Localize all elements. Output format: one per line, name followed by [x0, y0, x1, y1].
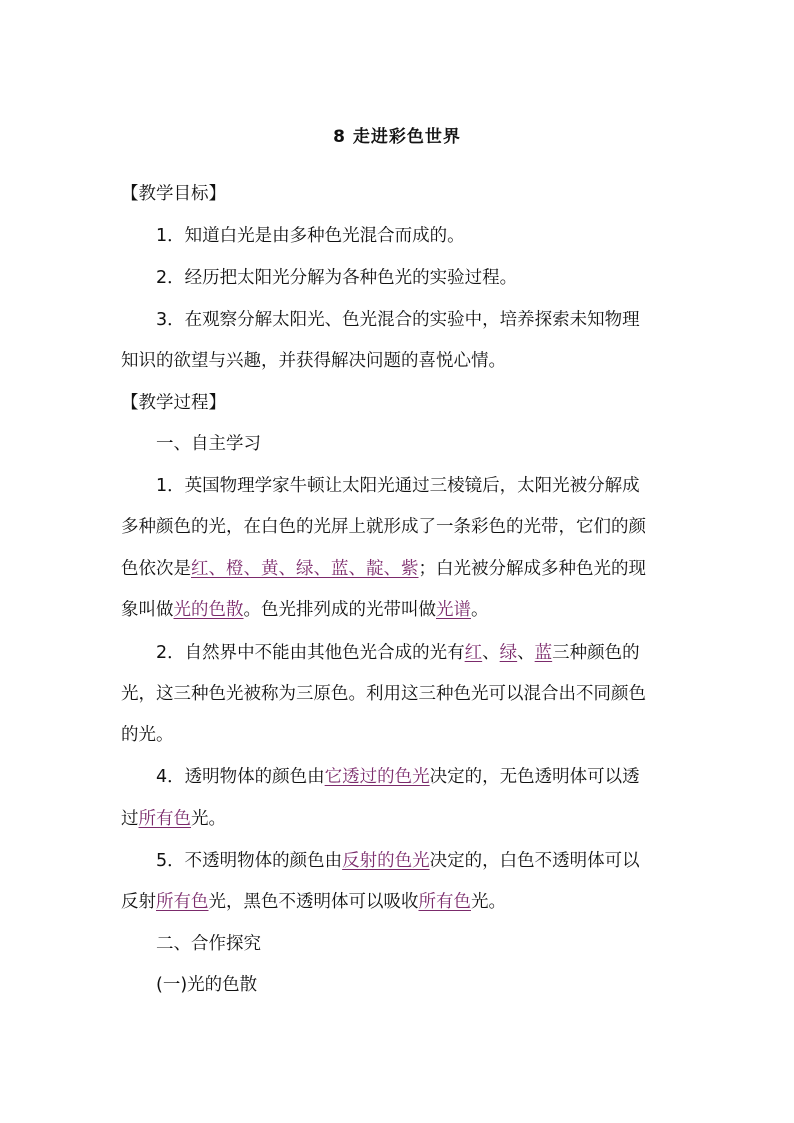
answer-blue: 蓝: [534, 643, 553, 663]
paragraph-1-line-2: 多种颜色的光，在白色的光屏上就形成了一条彩色的光带，它们的颜: [121, 517, 646, 537]
text: 5．不透明物体的颜色由: [156, 851, 343, 871]
section-heading-goals: 【教学目标】: [121, 184, 226, 204]
answer-spectrum: 光谱: [436, 600, 471, 620]
answer-all-colors-reflect: 所有色: [156, 892, 209, 912]
answer-transmitted-light: 它透过的色光: [324, 767, 430, 787]
text: 光。: [191, 809, 226, 829]
text: 象叫做: [121, 600, 174, 620]
subheading-dispersion: (一)光的色散: [156, 975, 258, 995]
goal-3-line-2: 知识的欲望与兴趣，并获得解决问题的喜悦心情。: [121, 351, 506, 371]
text: 过: [121, 809, 139, 829]
text: 4．透明物体的颜色由: [156, 767, 325, 787]
goal-1: 1．知道白光是由多种色光混合而成的。: [156, 226, 465, 246]
text: 2．自然界中不能由其他色光合成的光有: [156, 643, 465, 663]
text: 三种颜色的: [552, 643, 640, 663]
answer-red: 红: [464, 643, 483, 663]
text: 、: [517, 643, 535, 663]
text: 光，黑色不透明体可以吸收: [208, 892, 419, 912]
answer-reflected-light: 反射的色光: [342, 851, 430, 871]
paragraph-2-line-3: 的光。: [121, 725, 174, 745]
answer-dispersion: 光的色散: [173, 600, 244, 620]
text: 。: [471, 600, 489, 620]
paragraph-1-line-4: [121, 597, 489, 623]
text: 色依次是: [121, 559, 191, 579]
answer-all-colors-absorb: 所有色: [418, 892, 471, 912]
section-heading-process: 【教学过程】: [121, 393, 226, 413]
answer-spectrum-colors: 红、橙、黄、绿、蓝、靛、紫: [191, 559, 419, 579]
text: ；白光被分解成多种色光的现: [418, 559, 646, 579]
answer-all-colors: 所有色: [138, 809, 191, 829]
text: 决定的，白色不透明体可以: [429, 851, 640, 871]
answer-green: 绿: [499, 643, 518, 663]
paragraph-1-line-3: [121, 556, 646, 582]
subheading-self-study: 一、自主学习: [156, 434, 261, 454]
paragraph-2-line-1: [156, 640, 640, 666]
paragraph-5-line-2: [121, 889, 506, 915]
paragraph-5-line-1: [156, 848, 640, 874]
text: 。色光排列成的光带叫做: [243, 600, 436, 620]
text: 光。: [471, 892, 506, 912]
goal-3-line-1: 3．在观察分解太阳光、色光混合的实验中，培养探索未知物理: [156, 310, 640, 330]
paragraph-4-line-1: [156, 764, 640, 790]
text: 反射: [121, 892, 156, 912]
text: 、: [482, 643, 500, 663]
text: 决定的，无色透明体可以透: [429, 767, 640, 787]
subheading-cooperative-inquiry: 二、合作探究: [156, 934, 261, 954]
goal-2: 2．经历把太阳光分解为各种色光的实验过程。: [156, 268, 518, 288]
paragraph-4-line-2: [121, 806, 226, 832]
paragraph-1-line-1: 1．英国物理学家牛顿让太阳光通过三棱镜后，太阳光被分解成: [156, 476, 640, 496]
page-title: 8 走进彩色世界: [333, 127, 461, 147]
paragraph-2-line-2: 光，这三种色光被称为三原色。利用这三种色光可以混合出不同颜色: [121, 684, 646, 704]
